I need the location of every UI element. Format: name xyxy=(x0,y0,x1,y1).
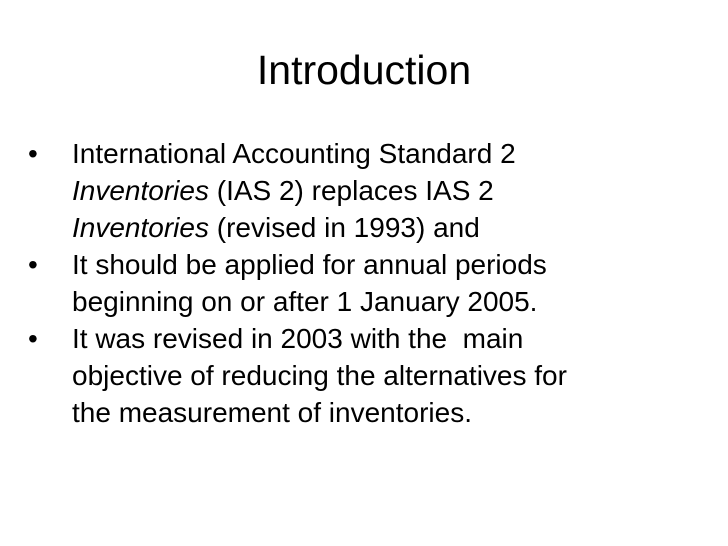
bullet-line xyxy=(72,394,716,431)
bullet-text: It was revised in 2003 with the main xyxy=(72,323,524,354)
slide-title: Introduction xyxy=(256,47,472,93)
bullet-list xyxy=(26,135,716,431)
bullet-line xyxy=(72,246,716,283)
bullet-text: the measurement of inventories. xyxy=(72,397,472,428)
bullet-dot-icon: • xyxy=(28,323,38,354)
bullet-item-ias2-replaces xyxy=(26,135,716,246)
bullet-text: (revised in 1993) and xyxy=(208,212,480,243)
standard-name-italic: Inventories xyxy=(72,212,209,243)
standard-name-italic: Inventories xyxy=(72,175,209,206)
bullet-dot-icon: • xyxy=(28,138,38,169)
bullet-line xyxy=(72,357,716,394)
bullet-text: International Accounting Standard 2 xyxy=(72,138,516,169)
bullet-text: objective of reducing the alternatives for xyxy=(72,360,567,391)
bullet-line xyxy=(72,209,716,246)
bullet-text: (IAS 2) replaces IAS 2 xyxy=(208,175,494,206)
bullet-text: It should be applied for annual periods xyxy=(72,249,547,280)
bullet-line xyxy=(72,135,716,172)
bullet-item-revision-objective xyxy=(26,320,716,431)
bullet-line xyxy=(72,320,716,357)
bullet-text: beginning on or after 1 January 2005. xyxy=(72,286,538,317)
bullet-line xyxy=(72,283,716,320)
bullet-dot-icon: • xyxy=(28,249,38,280)
bullet-item-effective-date xyxy=(26,246,716,320)
bullet-line xyxy=(72,172,716,209)
